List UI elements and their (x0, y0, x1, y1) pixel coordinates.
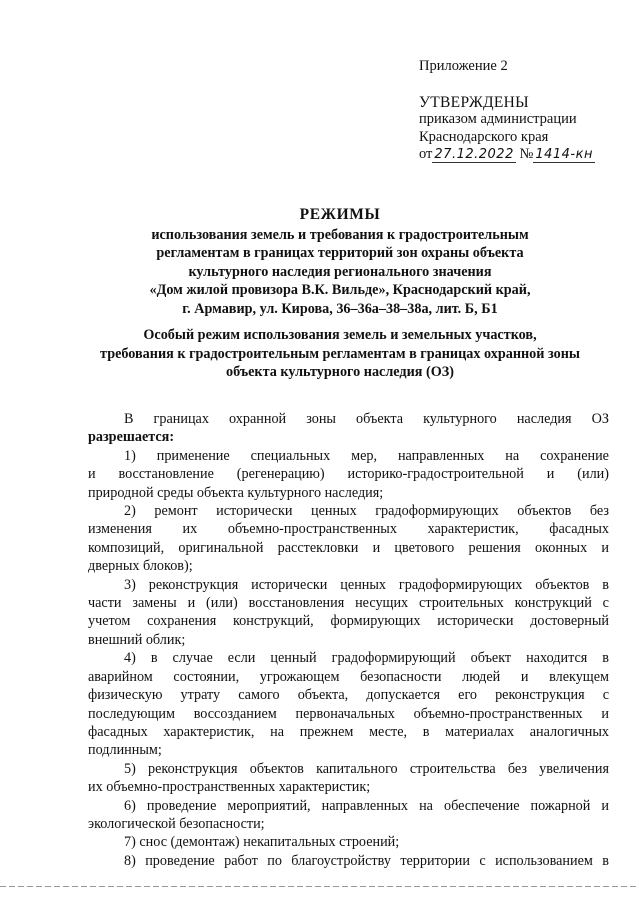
list-line: фасадных характеристик, на прежнем месте, в материалах аналогичных (88, 723, 609, 740)
title-line: использования земель и требования к градостроительным (151, 226, 529, 243)
list-line: 7) снос (демонтаж) некапитальных строений; (124, 834, 400, 851)
list-item (88, 649, 609, 759)
section-heading (60, 326, 620, 382)
list-line: последующим воссозданием первоначальных объемно-пространственных и (88, 705, 609, 722)
date-prefix: от (419, 146, 433, 162)
list-line: учетом сохранения конструкций, формирующих исторически достоверный (88, 613, 609, 630)
handwritten-date: 27.12.2022 (434, 147, 514, 162)
list-item (88, 502, 609, 576)
list-item (88, 447, 609, 502)
list-line: и восстановление (регенерацию) историко-градостроительной и (или) (88, 466, 609, 483)
page-bottom-edge (0, 886, 639, 887)
title-line: г. Армавир, ул. Кирова, 36–36а–38–38а, лит. Б, Б1 (182, 300, 498, 317)
list-line: дверных блоков); (88, 558, 193, 575)
section-heading-line: Особый режим использования земель и земельных участков, (143, 327, 537, 343)
list-item (88, 760, 609, 797)
document-title (90, 206, 590, 318)
list-item (88, 576, 609, 650)
title-line: регламентам в границах территорий зон охраны объекта (156, 245, 524, 261)
list-line: их объемно-пространственных характеристик; (88, 779, 371, 796)
list-line: 6) проведение мероприятий, направленных на обеспечение пожарной и (124, 797, 609, 814)
approved-label: УТВЕРЖДЕНЫ (419, 93, 529, 111)
title-line: «Дом жилой провизора В.К. Вильде», Краснодарский край, (149, 282, 531, 298)
intro-line: В границах охранной зоны объекта культурного наследия ОЗ (124, 411, 609, 427)
list-item (88, 797, 609, 834)
approval-line-2: Краснодарского края (419, 128, 549, 145)
list-line: 3) реконструкция исторически ценных градоформирующих объектов в (124, 576, 609, 593)
list-line: подлинным; (88, 742, 162, 759)
title-line: культурного наследия регионального значения (188, 263, 492, 280)
list-line: композиций, оригинальной расстекловки и цветового решения оконных и (88, 539, 609, 556)
list-item (88, 852, 609, 870)
intro-paragraph (88, 410, 609, 447)
list-line: аварийном состоянии, угрожающем безопасности людей и влекущем (88, 668, 609, 685)
approval-stamp (419, 58, 595, 164)
handwritten-number: 1414-кн (535, 147, 593, 162)
appendix-label: Приложение 2 (419, 58, 508, 74)
approval-date-line (419, 146, 595, 164)
approval-line-1: приказом администрации (419, 111, 577, 127)
intro-bold: разрешается: (88, 429, 175, 446)
list-line: 5) реконструкция объектов капитального строительства без увеличения (124, 760, 609, 777)
list-line: природной среды объекта культурного наследия; (88, 484, 384, 501)
title-main: РЕЖИМЫ (299, 206, 381, 223)
list-line: части замены и (или) восстановления несущих строительных конструкций с (88, 595, 609, 612)
list-line: внешний облик; (88, 631, 186, 648)
list-line: 8) проведение работ по благоустройству территории с использованием в (124, 852, 609, 869)
list-line: 1) применение специальных мер, направленных на сохранение (124, 447, 609, 464)
list-item (88, 833, 609, 851)
section-heading-line: требования к градостроительным регламентам в границах охранной зоны (100, 345, 580, 362)
list-line: 4) в случае если ценный градоформирующий объект находится в (124, 650, 609, 667)
list-line: 2) ремонт исторически ценных градоформирующих объектов без (124, 503, 609, 520)
body-text (88, 410, 609, 870)
section-heading-line: объекта культурного наследия (ОЗ) (226, 364, 454, 380)
list-line: экологической безопасности; (88, 815, 265, 832)
list-line: физическую утрату самого объекта, допускается его реконструкция с (88, 687, 609, 704)
list-line: изменения их объемно-пространственных характеристик, фасадных (88, 521, 609, 538)
number-prefix: № (519, 146, 534, 162)
